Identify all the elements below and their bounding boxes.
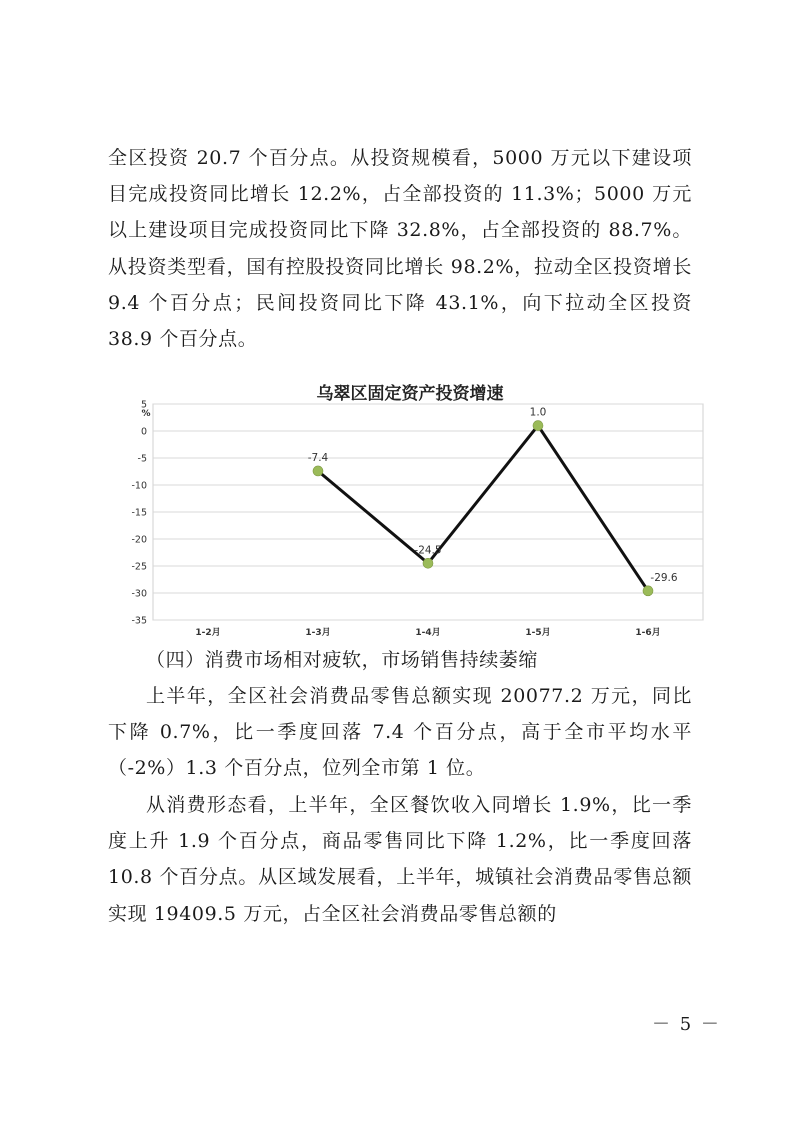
data-point [643,586,653,596]
paragraph-retail-total: 上半年，全区社会消费品零售总额实现 20077.2 万元，同比下降 0.7%，比一季度回落 7.4 个百分点，高于全市平均水平（-2%）1.3 个百分点，位列全市第 1 位。 [108,685,692,780]
data-point [313,466,323,476]
y-tick-label: -35 [131,615,147,627]
section-heading: （四）消费市场相对疲软，市场销售持续萎缩 [146,649,539,671]
data-label: -29.6 [650,571,678,584]
x-tick-label: 1-5月 [525,628,551,638]
y-tick-label: -25 [131,561,147,573]
chart-title: 乌翠区固定资产投资增速 [316,384,504,404]
y-tick-label: -20 [131,534,147,546]
y-tick-label: 5 [140,399,147,411]
chart-canvas [108,378,708,640]
investment-growth-chart [108,378,708,640]
x-tick-label: 1-6月 [635,628,661,638]
paragraph-investment: 全区投资 20.7 个百分点。从投资规模看，5000 万元以下建设项目完成投资同比增长 12.2%，占全部投资的 11.3%；5000 万元以上建设项目完成投资同比下降 32.8%，占全部投资的 88.7%。从投资类型看，国有控股投资同比增长 98.2%，拉动全区投资增长 9.4 个百分点；民间投资同比下降 43.1%，向下拉动全区投资 38.9 个百分点。 [108,147,692,351]
y-tick-label: -30 [131,588,147,600]
page-number: － 5 － [652,1014,721,1035]
data-label: 1.0 [529,406,547,419]
y-tick-label: -5 [137,453,147,465]
data-label-layer [308,407,678,584]
y-tick-label: 0 [140,426,147,438]
y-tick-label: -15 [131,507,147,519]
data-point [533,421,543,431]
data-label: -7.4 [307,451,329,464]
y-tick-layer [131,400,147,627]
y-tick-label: -10 [131,480,147,492]
y-axis-unit: % [141,409,151,419]
data-point [423,558,433,568]
paragraph-consumption-form: 从消费形态看，上半年，全区餐饮收入同增长 1.9%，比一季度上升 1.9 个百分点，商品零售同比下降 1.2%，比一季度回落 10.8 个百分点。从区域发展看，上半年，城镇社会消费品零售总额实现 19409.5 万元，占全区社会消费品零售总额的 [108,794,692,925]
x-tick-label: 1-3月 [305,628,331,638]
x-tick-layer [195,627,660,638]
x-tick-label: 1-4月 [415,628,441,638]
x-tick-label: 1-2月 [195,628,221,638]
grid-layer [153,404,703,620]
data-label: -24.5 [414,544,442,557]
